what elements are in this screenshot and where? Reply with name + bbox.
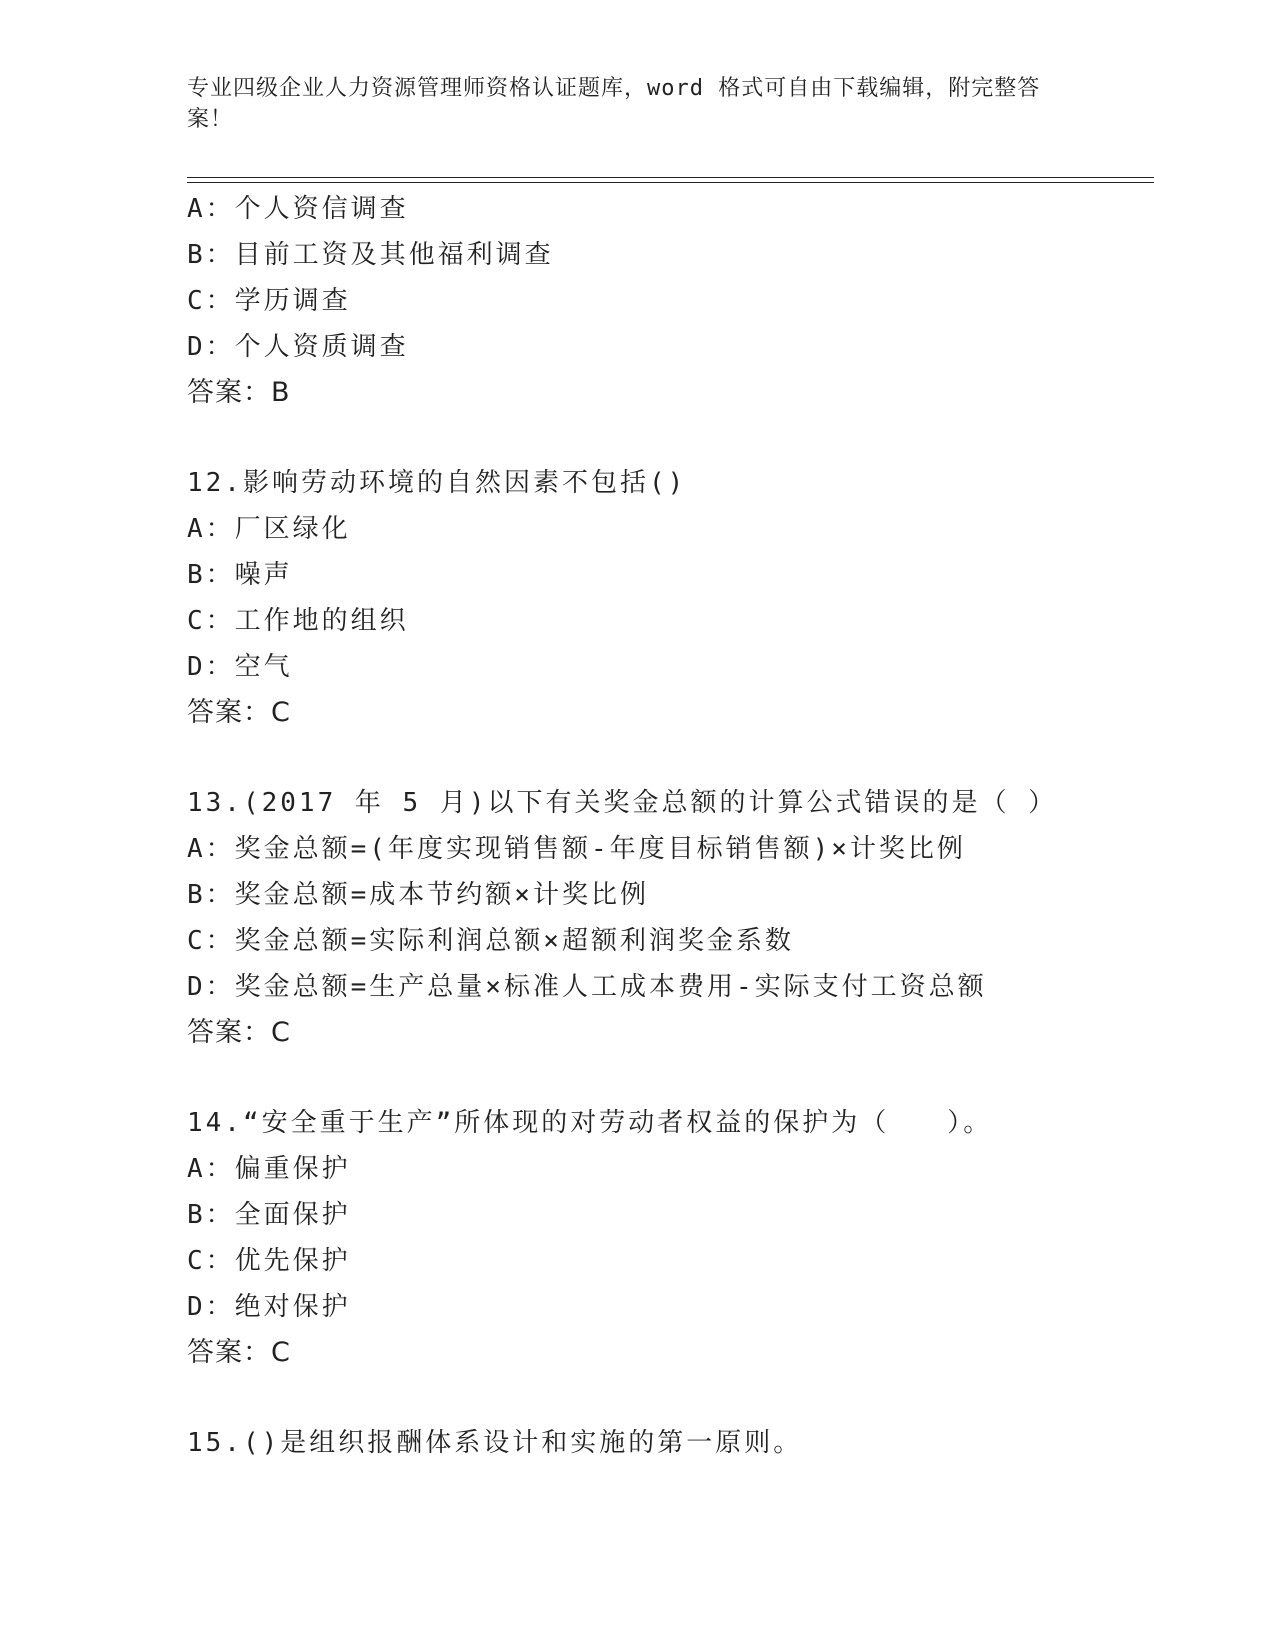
question-14 xyxy=(187,1100,1187,1376)
option-d: D：奖金总额=生产总量×标准人工成本费用-实际支付工资总额 xyxy=(187,972,987,1002)
header-divider-top xyxy=(187,177,1154,178)
option-a: A：厂区绿化 xyxy=(187,514,351,544)
option-d: D：绝对保护 xyxy=(187,1292,351,1322)
answer: 答案：C xyxy=(187,697,291,728)
spacer xyxy=(187,1056,1187,1100)
question-12 xyxy=(187,460,1187,736)
question-11 xyxy=(187,186,1187,416)
spacer xyxy=(187,1376,1187,1420)
header-divider-bottom xyxy=(187,182,1154,183)
option-b: B：噪声 xyxy=(187,560,293,590)
question-stem: 12.影响劳动环境的自然因素不包括() xyxy=(187,468,687,498)
option-c: C：学历调查 xyxy=(187,286,351,316)
option-d: D：空气 xyxy=(187,652,293,682)
answer: 答案：C xyxy=(187,1017,291,1048)
option-a: A：个人资信调查 xyxy=(187,194,409,224)
question-content xyxy=(187,186,1187,1466)
question-stem: 15.()是组织报酬体系设计和实施的第一原则。 xyxy=(187,1428,803,1458)
question-stem: 14.“安全重于生产”所体现的对劳动者权益的保护为（ ）。 xyxy=(187,1108,993,1138)
option-a: A：偏重保护 xyxy=(187,1154,351,1184)
option-c: C：工作地的组织 xyxy=(187,606,409,636)
answer: 答案：B xyxy=(187,377,291,408)
spacer xyxy=(187,736,1187,780)
option-c: C：优先保护 xyxy=(187,1246,351,1276)
question-13 xyxy=(187,780,1187,1056)
spacer xyxy=(187,416,1187,460)
question-15 xyxy=(187,1420,1187,1466)
document-header: 专业四级企业人力资源管理师资格认证题库，word 格式可自由下载编辑，附完整答案！ xyxy=(187,76,1041,132)
option-a: A：奖金总额=(年度实现销售额-年度目标销售额)×计奖比例 xyxy=(187,834,966,864)
option-c: C：奖金总额=实际利润总额×超额利润奖金系数 xyxy=(187,926,794,956)
option-b: B：奖金总额=成本节约额×计奖比例 xyxy=(187,880,649,910)
option-b: B：目前工资及其他福利调查 xyxy=(187,240,554,270)
option-b: B：全面保护 xyxy=(187,1200,351,1230)
option-d: D：个人资质调查 xyxy=(187,332,409,362)
answer: 答案：C xyxy=(187,1337,291,1368)
question-stem: 13.(2017 年 5 月)以下有关奖金总额的计算公式错误的是（ ） xyxy=(187,788,1058,818)
